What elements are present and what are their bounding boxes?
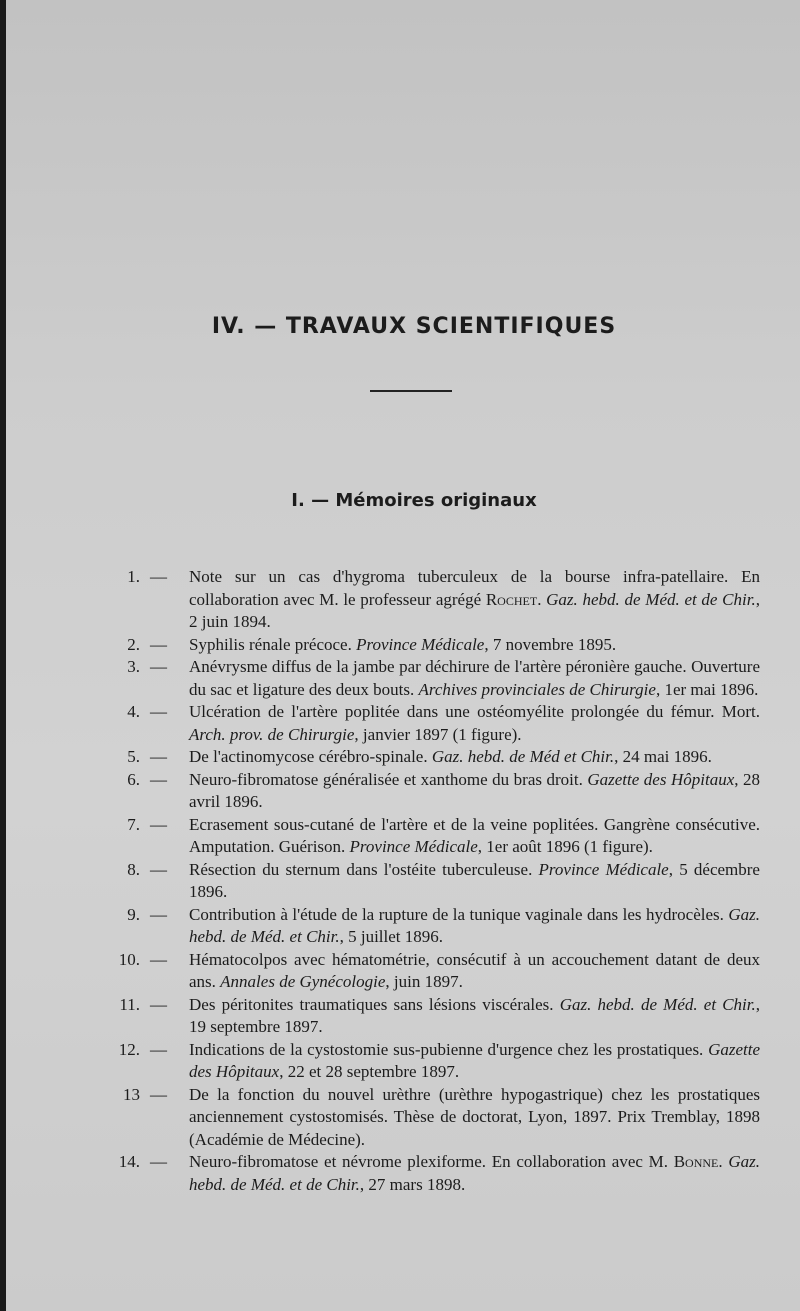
entry-citation: , 22 et 28 septembre 1897. xyxy=(279,1062,460,1081)
entry-text: . xyxy=(718,1152,729,1171)
entry-dash: — xyxy=(150,702,167,721)
title-divider xyxy=(370,390,452,392)
journal-title: Gaz. hebd. de Méd. et de Chir. xyxy=(546,589,756,609)
entry-text: Anévrysme diffus de la jambe par déchirure de l'artère péronière gauche. Ouverture du sac et ligature des deux bouts. xyxy=(189,657,760,699)
entry-citation: , 24 mai 1896. xyxy=(614,747,712,766)
entry-text: Des péritonites traumatiques sans lésions viscérales. xyxy=(189,994,560,1014)
entry-citation: , 27 mars 1898. xyxy=(359,1174,466,1194)
journal-title: Gazette des Hôpitaux xyxy=(587,769,735,789)
publication-entry xyxy=(118,566,760,634)
journal-title: Arch. prov. de Chirurgie xyxy=(189,724,355,744)
publication-entry xyxy=(118,994,760,1039)
entry-dash: — xyxy=(150,657,167,676)
publication-entry xyxy=(118,701,760,746)
entry-number: 4. xyxy=(127,702,140,721)
entry-dash: — xyxy=(150,1039,167,1059)
entry-dash: — xyxy=(150,747,167,766)
publication-entry xyxy=(118,904,760,949)
publication-entry xyxy=(118,1039,760,1084)
journal-title: Archives provinciales de Chirurgie xyxy=(418,679,656,699)
publication-entry xyxy=(118,859,760,904)
publication-entry xyxy=(118,949,760,994)
entry-number: 5. xyxy=(127,747,140,766)
entry-dash: — xyxy=(150,859,167,879)
entry-dash: — xyxy=(150,904,167,924)
entry-citation: , 1er août 1896 (1 figure). xyxy=(477,837,653,856)
entry-number: 1. xyxy=(127,567,140,586)
page-edge xyxy=(0,0,6,1311)
entry-citation: , 5 juillet 1896. xyxy=(339,927,444,946)
entry-number: 14. xyxy=(118,1152,140,1171)
publication-entry xyxy=(118,634,760,657)
publication-entry xyxy=(118,814,760,859)
entry-dash: — xyxy=(150,1084,167,1104)
publication-list xyxy=(118,566,760,1196)
journal-title: Province Médicale xyxy=(538,859,669,879)
entry-citation: , janvier 1897 (1 figure). xyxy=(354,724,522,744)
entry-citation: , 2 juin 1894. xyxy=(189,589,760,631)
entry-text: Ecrasement sous-cutané de l'artère et de la veine poplitées. Gangrène consécutive. Amputation. Guérison. xyxy=(189,814,760,856)
entry-text: Résection du sternum dans l'ostéite tuberculeuse. xyxy=(189,859,539,879)
entry-citation: , 7 novembre 1895. xyxy=(484,634,617,654)
publication-entry xyxy=(118,656,760,701)
entry-text: Neuro-fibromatose généralisée et xanthome du bras droit. xyxy=(189,769,588,789)
journal-title: Gazette des Hôpitaux xyxy=(189,1039,760,1081)
journal-title: Province Médicale xyxy=(356,634,485,654)
entry-citation: , 28 avril 1896. xyxy=(189,769,761,811)
entry-text: De la fonction du nouvel urèthre (urèthre hypogastrique) chez les prostatiques anciennement cystostomisés. Thèse de doctorat, Lyon, 1897. Prix Tremblay, 1898 (Académie de Médecine). xyxy=(189,1084,760,1149)
entry-dash: — xyxy=(150,814,167,834)
chapter-title: IV. — TRAVAUX SCIENTIFIQUES xyxy=(211,314,617,339)
journal-title: Gaz. hebd. de Méd. et de Chir. xyxy=(189,1152,761,1194)
publication-entry xyxy=(118,1151,760,1196)
entry-text: Hématocolpos avec hématométrie, consécutif à un accouchement datant de deux ans. xyxy=(189,949,760,991)
entry-text: Indications de la cystostomie sus-pubienne d'urgence chez les prostatiques. xyxy=(189,1039,709,1059)
entry-dash: — xyxy=(150,994,167,1014)
entry-text: Neuro-fibromatose et névrome plexiforme. En collaboration avec M. xyxy=(189,1152,674,1171)
entry-number: 8. xyxy=(127,859,140,879)
author-name: Rochet xyxy=(485,589,538,609)
entry-text: Syphilis rénale précoce. xyxy=(189,634,357,654)
entry-citation: , 19 septembre 1897. xyxy=(189,994,760,1036)
entry-text: Contribution à l'étude de la rupture de la tunique vaginale dans les hydrocèles. xyxy=(189,904,729,924)
publication-entry xyxy=(118,746,760,769)
journal-title: Province Médicale xyxy=(349,837,478,856)
entry-number: 9. xyxy=(127,904,140,924)
journal-title: Gaz. hebd. de Méd. et Chir. xyxy=(559,994,756,1014)
entry-number: 10. xyxy=(118,949,140,969)
section-heading: I. — Mémoires originaux xyxy=(291,490,537,511)
entry-dash: — xyxy=(150,1152,167,1171)
entry-number: 12. xyxy=(118,1039,140,1059)
entry-number: 6. xyxy=(127,769,140,789)
entry-number: 7. xyxy=(127,814,140,834)
entry-text: Ulcération de l'artère poplitée dans une ostéomyélite prolongée du fémur. Mort. xyxy=(189,702,760,721)
entry-dash: — xyxy=(150,567,167,586)
entry-number: 13 xyxy=(123,1084,140,1104)
journal-title: Gaz. hebd. de Méd et Chir. xyxy=(431,747,615,766)
entry-number: 2. xyxy=(127,634,140,654)
author-name: Bonne xyxy=(673,1152,719,1171)
publication-entry xyxy=(118,1084,760,1152)
entry-text: Note sur un cas d'hygroma tuberculeux de la bourse infra-patellaire. En collaboration avec M. le professeur agrégé xyxy=(189,567,760,609)
journal-title: Gaz. hebd. de Méd. et Chir. xyxy=(189,904,760,946)
entry-citation: , 1er mai 1896. xyxy=(655,679,759,699)
publication-entry xyxy=(118,769,760,814)
entry-dash: — xyxy=(150,634,167,654)
entry-citation: , juin 1897. xyxy=(385,972,463,991)
entry-dash: — xyxy=(150,949,167,969)
entry-dash: — xyxy=(150,769,167,789)
entry-citation: , 5 décembre 1896. xyxy=(189,859,760,901)
entry-number: 11. xyxy=(119,994,140,1014)
entry-text: De l'actinomycose cérébro-spinale. xyxy=(189,747,432,766)
entry-number: 3. xyxy=(127,657,140,676)
entry-text: . xyxy=(537,589,547,609)
journal-title: Annales de Gynécologie xyxy=(220,972,386,991)
